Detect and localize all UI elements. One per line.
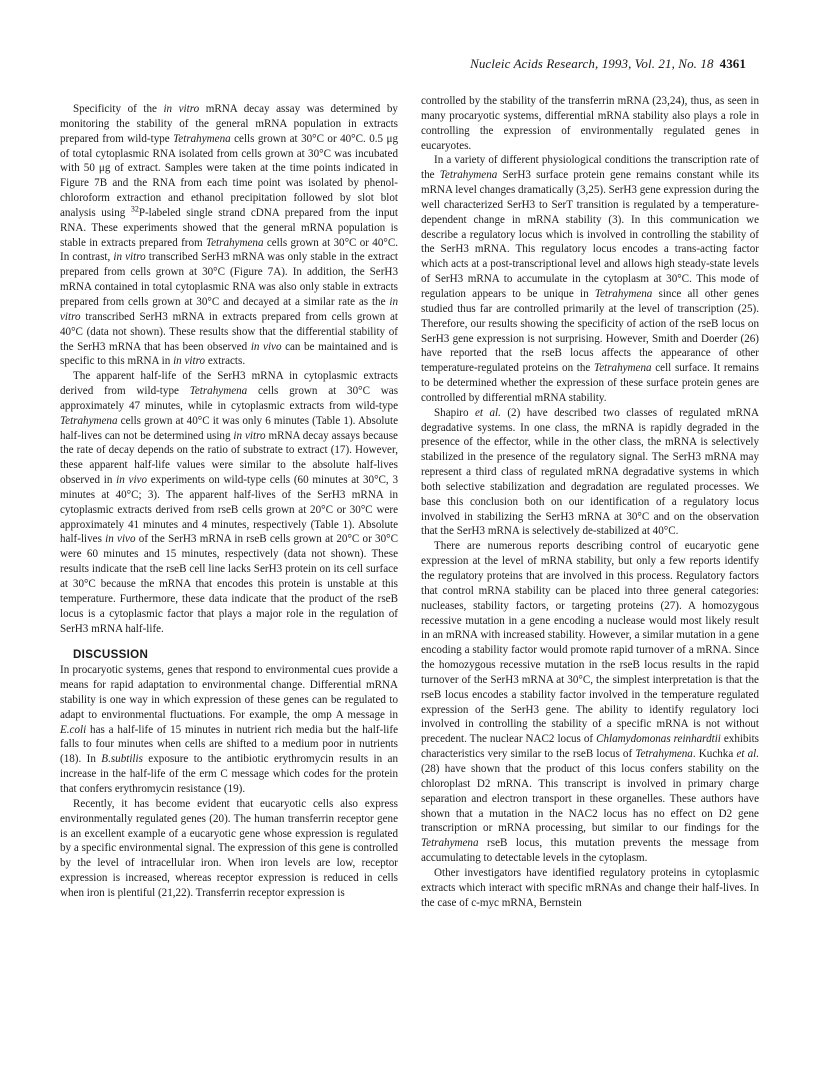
right-column: [421, 94, 759, 910]
paragraph-procaryotic-systems: In procaryotic systems, genes that respond to environmental cues provide a means for rapid adaptation to environmental change. Differential mRNA stability is one way in which expression of these genes can be regulated to adapt to environmental fluctuations. For example, the omp A message in E.coli has a half-life of 15 minutes in nutrient rich media but the half-life falls to four minutes when cells are shifted to a medium poor in nutrients (18). In B.subtilis exposure to the antibiotic erythromycin results in an increase in the half-life of the erm C message which codes for the protein that confers erythromycin resistance (19).: [60, 664, 399, 795]
italic-term: in vitro: [60, 295, 398, 323]
italic-term: in vitro: [113, 251, 146, 264]
paragraph-regulatory-factors: There are numerous reports describing control of eucaryotic gene expression at the level of mRNA stability, but only a few reports identify the regulatory proteins that are involved in this process. Regulatory factors that control mRNA stability can be placed into three general categories: nucleases, stability factors, or targeting proteins (27). A homozygous recessive mutation in a gene encoding a nuclease would most likely result in an mRNA with increased stability. However, a similar mutation in a gene encoding a stability factor would promote rapid turnover of a mRNA. Since the homozygous recessive mutation in the rseB locus results in the rapid turnover of the SerH3 mRNA at 30°C, the simplest interpretation is that the rseB locus encodes a stability factor involved in the temperature regulated expression of the SerH3 gene. The ability to identify regulatory loci involved in controlling the stability of a specific mRNA is not without precedent. The nuclear NAC2 locus of Chlamydomonas reinhardtii exhibits characteristics very similar to the rseB locus of Tetrahymena. Kuchka et al. (28) have shown that the product of this locus confers stability on the chloroplast D2 mRNA. This transcript is involved in primary charge separation and electron transport in these organelles. These authors have shown that a mutation in the NAC2 locus has no effect on D2 gene transcription or mRNA processing, but similar to our findings for the Tetrahymena rseB locus, this mutation prevents the message from accumulating to detectable levels in the cytoplasm.: [421, 540, 759, 865]
italic-term: et al.: [474, 406, 501, 419]
running-head: [470, 56, 746, 72]
italic-term: Chlamydomonas reinhardtii: [596, 733, 721, 746]
paragraph-specificity: Specificity of the in vitro mRNA decay assay was determined by monitoring the stability of the general mRNA population in extracts prepared from wild-type Tetrahymena cells grown at 30°C or 40°C. 0.5 μg of total cytoplasmic RNA isolated from cells grown at 30°C was incubated with 50 μg of extract. Samples were taken at the time points indicated in Figure 7B and the RNA from each time point was isolated by phenol-chloroform extraction and ethanol precipitation followed by slot blot analysis using $^{32}$P-labeled single strand cDNA prepared from the input RNA. These experiments showed that the general mRNA population is stable in extracts prepared from Tetrahymena cells grown at 30°C or 40°C. In contrast, in vitro transcribed SerH3 mRNA was only stable in the extract prepared from cells grown at 30°C (Figure 7A). In addition, the SerH3 mRNA contained in total cytoplasmic RNA was also only stable in extracts prepared from cells grown at 30°C and decayed at a similar rate as the in vitro transcribed SerH3 mRNA in extracts prepared from cells grown at 40°C (data not shown). These results show that the differential stability of the SerH3 mRNA that has been observed in vivo can be maintained and is specific to this mRNA in in vitro extracts.: [60, 103, 399, 368]
italic-term: Tetrahymena: [439, 169, 498, 182]
paragraph-transferrin-continued: controlled by the stability of the transferrin mRNA (23,24), thus, as seen in many procaryotic systems, differential mRNA stability also plays a role in controlling the expression of environmentally regulated genes in eucaryotes.: [421, 95, 759, 152]
italic-term: Tetrahymena: [635, 748, 693, 761]
italic-term: Tetrahymena: [594, 287, 653, 300]
journal-citation: Nucleic Acids Research, 1993, Vol. 21, No. 18: [470, 56, 714, 71]
italic-term: E.coli: [60, 723, 87, 736]
italic-term: Tetrahymena: [189, 385, 248, 398]
paragraph-eucaryotic-genes: Recently, it has become evident that eucaryotic cells also express environmentally regulated genes (20). The human transferrin receptor gene is an excellent example of a eucaryotic gene whose expression is regulated by a specific environmental signal. The expression of this gene is controlled by the level of intracellular iron. When iron levels are low, receptor expression is increased, whereas receptor expression is reduced in cells when iron is plentiful (21,22). Transferrin receptor expression is: [60, 797, 398, 899]
italic-term: Tetrahymena: [205, 236, 264, 249]
italic-term: in vitro: [173, 355, 206, 368]
italic-term: Tetrahymena: [173, 132, 231, 145]
italic-term: in vivo: [116, 474, 148, 487]
paragraph-degradative-systems: Shapiro et al. (2) have described two classes of regulated mRNA degradative systems. In one class, the mRNA is rapidly degraded in the presence of the effector, while in the other class, the mRNA is selectively stabilized in the presence of the regulatory signal. The SerH3 mRNA may represent a third class of regulated mRNA degradative systems in which both selective stabilization and degradation are regulated processes. We base this conclusion both on our identification of a regulatory locus involved in stabilizing the SerH3 mRNA at 30°C and on the observation that the SerH3 mRNA is selectively de-stabilized at 40°C.: [421, 406, 759, 538]
paragraph-other-investigators: Other investigators have identified regulatory proteins in cytoplasmic extracts which interact with specific mRNAs and change their half-lives. In the case of c-myc mRNA, Bernstein: [421, 866, 759, 909]
italic-term: in vitro: [163, 103, 200, 115]
italic-term: Tetrahymena: [594, 362, 652, 375]
paragraph-serh3-transcription: In a variety of different physiological conditions the transcription rate of the Tetrahymena SerH3 surface protein gene remains constant while its mRNA level changes dramatically (3,25). SerH3 gene expression during the well characterized SerH3 to SerT transition is regulated by a temperature-dependent change in mRNA stability (3). In this communication we describe a regulatory locus which is involved in controlling the stability of the SerH3 mRNA. This regulatory locus encodes a trans-acting factor which acts at a post-transcriptional level and allows high steady-state levels of SerH3 mRNA to accumulate in the cytoplasm at 30°C. This mode of regulation appears to be unique in Tetrahymena since all other genes studied thus far are controlled primarily at the level of transcription (25). Therefore, our results showing the specificity of action of the rseB locus on SerH3 gene expression is not surprising. However, Smith and Doerder (26) have reported that the rseB locus affects the appearance of other temperature-regulated proteins on the Tetrahymena cell surface. It remains to be determined whether the expression of these surface protein genes are controlled by differential mRNA stability.: [421, 154, 760, 404]
italic-term: B.subtilis: [101, 753, 143, 766]
italic-term: in vivo: [250, 340, 282, 353]
section-heading-discussion: DISCUSSION: [73, 648, 149, 662]
italic-term: Tetrahymena: [421, 837, 479, 850]
paragraph-apparent-half-life: The apparent half-life of the SerH3 mRNA in cytoplasmic extracts derived from wild-type Tetrahymena cells grown at 30°C was approximately 47 minutes, while in cytoplasmic extracts from wild-type Tetrahymena cells grown at 40°C it was only 6 minutes (Table 1). Absolute half-lives can not be determined using in vitro mRNA decay assays because the rate of decay depends on the ratio of substrate to extract (17). However, these apparent half-life values were similar to the absolute half-lives observed in in vivo experiments on wild-type cells (60 minutes at 30°C, 3 minutes at 40°C; 3). The apparent half-lives of the SerH3 mRNA in cytoplasmic extracts derived from rseB cells grown at 20°C or 30°C were approximately 41 minutes and 4 minutes, respectively (Table 1). Absolute half-lives in vivo of the SerH3 mRNA in rseB cells grown at 20°C or 30°C were 60 minutes and 15 minutes, respectively (data not shown). These results indicate that the rseB cell line lacks SerH3 protein on its cell surface at 30°C because the mRNA that encodes this protein is unstable at this temperature. Furthermore, these data indicate that the product of the rseB locus is a cytoplasmic factor that plays a major role in the regulation of SerH3 mRNA half-life.: [60, 370, 399, 635]
superscript: 32: [130, 204, 139, 214]
left-column: [60, 102, 398, 901]
page-number: 4361: [719, 56, 746, 71]
italic-term: Tetrahymena: [60, 414, 118, 427]
italic-term: in vivo: [105, 533, 136, 546]
italic-term: et al.: [736, 748, 759, 761]
italic-term: in vitro: [233, 429, 266, 442]
